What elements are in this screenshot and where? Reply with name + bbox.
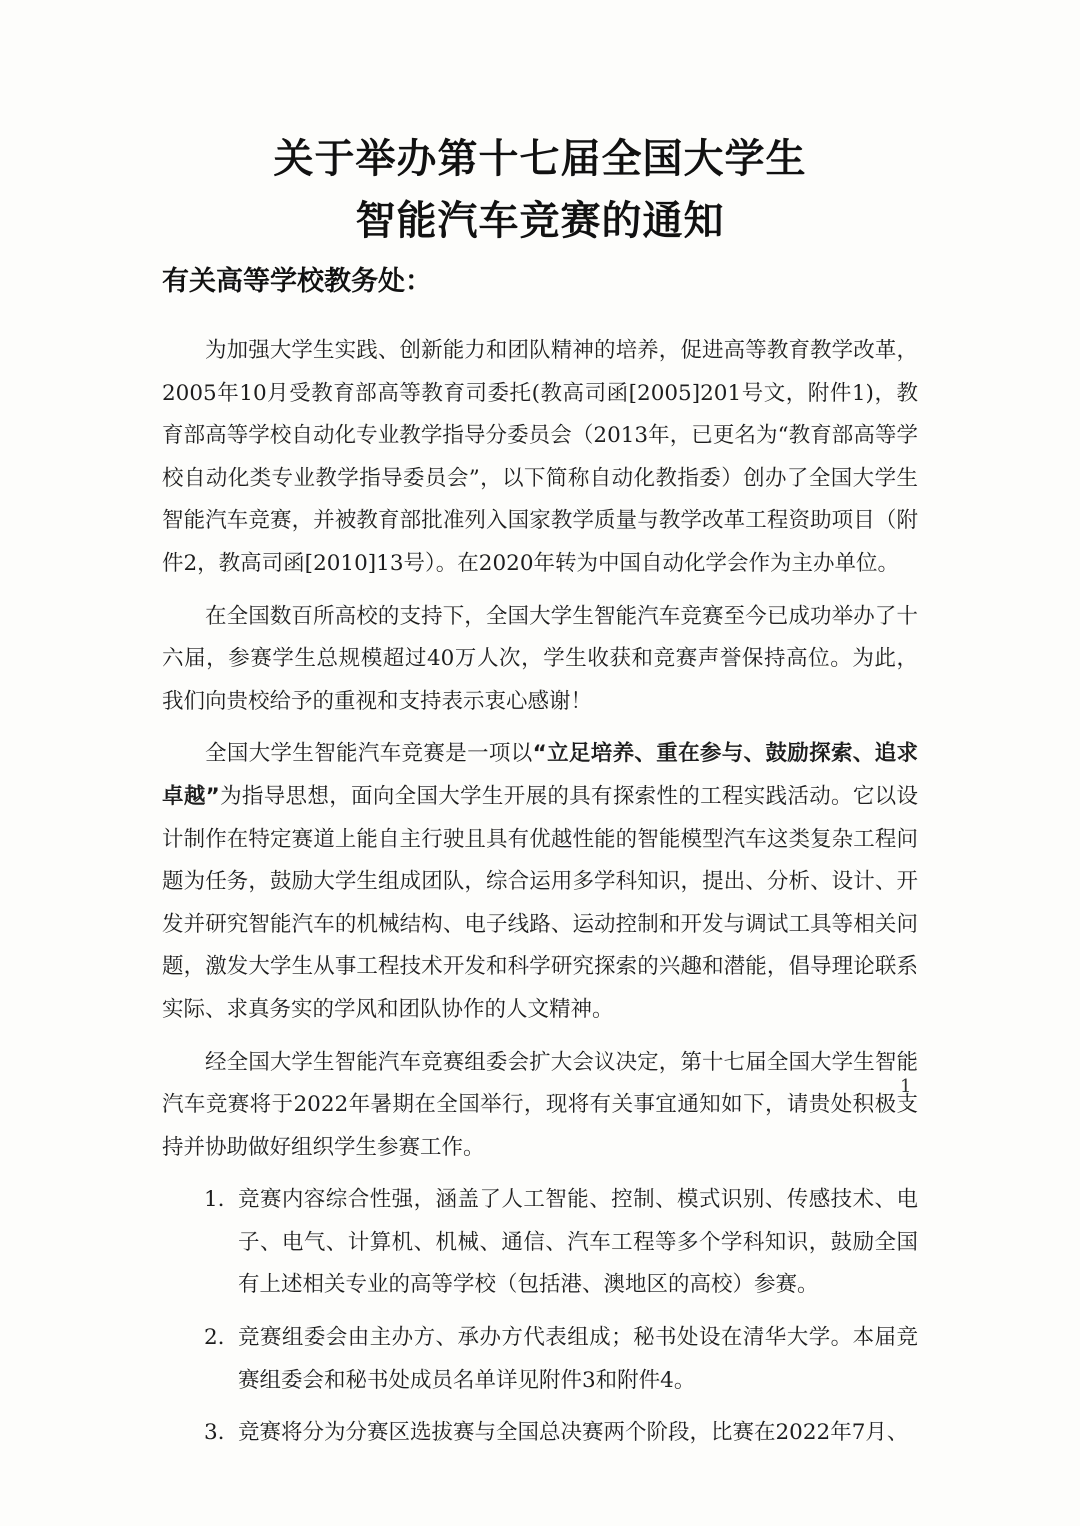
- document-title: [0, 128, 1080, 252]
- list-item: [162, 1179, 918, 1307]
- list-item-number: 2.: [204, 1325, 225, 1351]
- guiding-motto: “立足培养、重在参与、鼓励探索、追求卓越”: [162, 741, 918, 809]
- paragraph-3: [162, 733, 918, 1031]
- page-number: 1: [900, 1076, 912, 1097]
- salutation: 有关高等学校教务处：: [162, 266, 432, 297]
- title-line-1: 关于举办第十七届全国大学生: [273, 136, 807, 182]
- list-item: [162, 1412, 918, 1455]
- numbered-list: [162, 1179, 918, 1455]
- list-item-text: 竞赛组委会由主办方、承办方代表组成；秘书处设在清华大学。本届竞赛组委会和秘书处成员名单详见附件3和附件4。: [238, 1325, 918, 1393]
- list-item-text: 竞赛内容综合性强，涵盖了人工智能、控制、模式识别、传感技术、电子、电气、计算机、机械、通信、汽车工程等多个学科知识，鼓励全国有上述相关专业的高等学校（包括港、澳地区的高校）参赛。: [238, 1187, 918, 1298]
- paragraph-3-after: 为指导思想，面向全国大学生开展的具有探索性的工程实践活动。它以设计制作在特定赛道上能自主行驶且具有优越性能的智能模型汽车这类复杂工程问题为任务，鼓励大学生组成团队，综合运用多学科知识，提出、分析、设计、开发并研究智能汽车的机械结构、电子线路、运动控制和开发与调试工具等相关问题，激发大学生从事工程技术开发和科学研究探索的兴趣和潜能，倡导理论联系实际、求真务实的学风和团队协作的人文精神。: [162, 783, 918, 1022]
- list-item-number: 1.: [204, 1187, 225, 1213]
- paragraph-2: 在全国数百所高校的支持下，全国大学生智能汽车竞赛至今已成功举办了十六届，参赛学生总规模超过40万人次，学生收获和竞赛声誉保持高位。为此，我们向贵校给予的重视和支持表示衷心感谢！: [162, 603, 918, 714]
- paragraph-1: 为加强大学生实践、创新能力和团队精神的培养，促进高等教育教学改革，2005年10月受教育部高等教育司委托(教高司函[2005]201号文，附件1)，教育部高等学校自动化专业教学指导分委员会（2013年，已更名为“教育部高等学校自动化类专业教学指导委员会”，以下简称自动化教指委）创办了全国大学生智能汽车竞赛，并被教育部批准列入国家教学质量与教学改革工程资助项目（附件2，教高司函[2010]13号）。在2020年转为中国自动化学会作为主办单位。: [162, 338, 918, 576]
- paragraph-3-before: 全国大学生智能汽车竞赛是一项以: [205, 741, 533, 767]
- title-line-2: 智能汽车竞赛的通知: [355, 198, 725, 244]
- paragraph-4: 经全国大学生智能汽车竞赛组委会扩大会议决定，第十七届全国大学生智能汽车竞赛将于2022年暑期在全国举行，现将有关事宜通知如下，请贵处积极支持并协助做好组织学生参赛工作。: [162, 1049, 918, 1160]
- list-item: [162, 1317, 918, 1402]
- list-item-number: 3.: [204, 1420, 225, 1446]
- body-text: [162, 330, 918, 1465]
- list-item-text: 竞赛将分为分赛区选拔赛与全国总决赛两个阶段，比赛在2022年7月、: [238, 1420, 909, 1446]
